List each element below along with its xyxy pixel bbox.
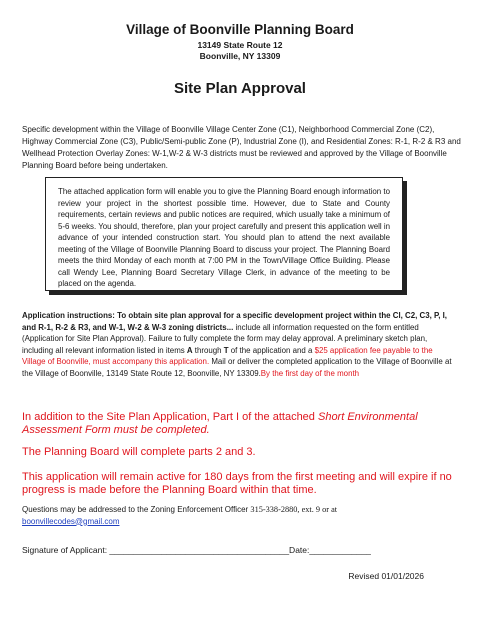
item-a: A <box>186 345 193 355</box>
item-t: T <box>223 345 229 355</box>
questions-text: Questions may be addressed to the Zoning Enforcement Officer <box>22 505 251 514</box>
instructions-lead: Application instructions: To obtain site plan approval for a specific development project within the Cl, C2, C3, P, I, and R-1, R-2 & R3, and W-1, W-2 & W-3 zoning districts... <box>22 311 447 332</box>
org-name: Village of Boonville Planning Board <box>126 22 354 37</box>
questions-paragraph <box>22 504 462 527</box>
instructions-text-2: through <box>192 345 224 355</box>
revised-date: Revised 01/01/2026 <box>348 571 424 581</box>
instructions-text-1: include all information requested on the form entitled (Application for Site Plan Approval). Failure to fully complete the form may delay approval. A preliminary sketch plan, including all relevant information listed in items <box>22 322 428 355</box>
questions-phone: 315-338-2880, ext. 9 or at <box>250 505 338 514</box>
notice-environmental-italic: Short Environmental Assessment Form must be completed. <box>22 411 418 436</box>
notice-environmental <box>22 411 462 437</box>
instructions-text-3: of the application and a <box>228 345 315 355</box>
signature-line: Signature of Applicant: ______________________________________Date:_____________ <box>22 545 371 555</box>
instructions-paragraph <box>22 310 458 380</box>
email-link[interactable]: boonvillecodes@gmail.com <box>22 516 120 526</box>
instructions-text-4: Mail or deliver the completed application to the Village of Boonville at the Village of Boonville, 13149 State Route 12, Boonville, NY 13309. <box>22 357 452 378</box>
deadline-text: By the first day of the month <box>260 368 360 378</box>
info-box <box>45 177 403 291</box>
notice-planning-board: The Planning Board will complete parts 2 and 3. <box>22 446 256 458</box>
intro-paragraph: Specific development within the Village of Boonville Village Center Zone (C1), Neighborhood Commercial Zone (C2), Highway Commercial Zone (C3), Public/Semi-public Zone (P), Industrial Zone (I), and Residential Zones: R-1, R-2 & R3 and Wellhead Protection Overlay Zones: W-1,W-2 & W-3 districts must be reviewed and approved by the Village of Boonville Planning Board before being undertaken. <box>22 125 461 170</box>
address-line-1: 13149 State Route 12 <box>197 40 283 50</box>
info-box-text: The attached application form will enable you to give the Planning Board enough information to review your project in the shortest possible time. However, due to State and County requirements, certain reviews and public notices are required, which usually take a minimum of 5-6 weeks. You should, therefore, plan your project carefully and present this application well in advance of your intended construction start. You should plan to attend the next available meeting of the Village of Boonville Planning Board to discuss your project. The Planning Board meets the third Monday of each month at 7:00 PM in the Town/Village Office Building. Please call Wendy Lee, Planning Board Secretary Village Clerk, in advance of the meeting to be placed on the agenda. <box>58 187 390 288</box>
fee-text: $25 application fee payable to the Village of Boonville, must accompany this application. <box>22 345 433 367</box>
notice-environmental-text: In addition to the Site Plan Application, Part I of the attached <box>22 411 318 423</box>
notice-active-period: This application will remain active for 180 days from the first meeting and will expire if no progress is made before the Planning Board within that time. <box>22 471 452 496</box>
address-line-2: Boonville, NY 13309 <box>199 51 281 61</box>
page-title: Site Plan Approval <box>174 80 306 97</box>
